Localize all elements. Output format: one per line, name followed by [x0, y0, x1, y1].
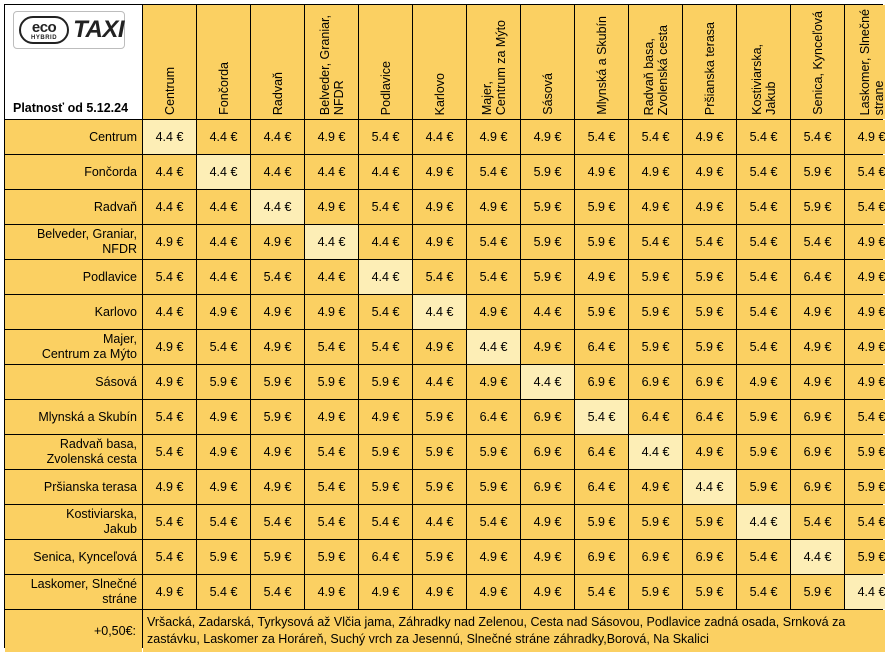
price-cell: 5.9 € [575, 295, 628, 329]
price-cell: 4.9 € [305, 190, 358, 224]
price-cell: 5.4 € [845, 190, 885, 224]
price-cell: 4.4 € [197, 190, 250, 224]
price-cell: 5.4 € [143, 540, 196, 574]
price-cell: 5.4 € [629, 120, 682, 154]
validity-date: Platnosť od 5.12.24 [13, 101, 128, 115]
column-header-label: Karlovo [433, 73, 447, 115]
price-cell: 4.9 € [413, 155, 466, 189]
price-cell: 5.4 € [737, 260, 790, 294]
price-cell: 4.9 € [143, 470, 196, 504]
price-cell: 5.9 € [629, 330, 682, 364]
row-header: Laskomer, Slnečné stráne [5, 575, 142, 609]
price-cell: 4.9 € [197, 470, 250, 504]
column-header [359, 5, 412, 119]
logo-eco-text: eco [32, 20, 56, 35]
price-cell: 4.4 € [251, 120, 304, 154]
price-cell: 5.9 € [629, 260, 682, 294]
price-cell: 5.4 € [197, 330, 250, 364]
price-cell: 5.4 € [737, 540, 790, 574]
price-cell: 5.9 € [467, 435, 520, 469]
price-cell: 4.9 € [737, 365, 790, 399]
price-table [4, 4, 883, 648]
eco-hybrid-badge [19, 16, 69, 44]
price-cell: 5.4 € [359, 190, 412, 224]
price-cell: 4.9 € [467, 540, 520, 574]
price-cell: 4.9 € [467, 295, 520, 329]
price-cell: 4.4 € [413, 365, 466, 399]
price-cell: 4.9 € [305, 400, 358, 434]
column-header [845, 5, 885, 119]
price-cell: 4.9 € [197, 295, 250, 329]
price-cell: 4.9 € [305, 295, 358, 329]
price-cell: 4.9 € [413, 330, 466, 364]
column-header-label: Majer, Centrum za Mýto [480, 20, 508, 115]
price-cell: 4.9 € [575, 260, 628, 294]
price-cell: 5.9 € [197, 540, 250, 574]
price-cell: 5.9 € [629, 505, 682, 539]
price-cell: 4.4 € [359, 225, 412, 259]
price-cell: 5.4 € [143, 400, 196, 434]
price-cell: 5.4 € [845, 505, 885, 539]
price-cell: 5.9 € [791, 190, 844, 224]
price-cell: 5.4 € [251, 260, 304, 294]
column-header [683, 5, 736, 119]
column-header-label: Radvaň [271, 72, 285, 115]
price-cell: 4.9 € [413, 575, 466, 609]
price-cell: 6.9 € [521, 435, 574, 469]
row-header: Pršianska terasa [5, 470, 142, 504]
price-cell: 5.4 € [467, 155, 520, 189]
price-cell: 4.9 € [251, 225, 304, 259]
price-cell: 4.9 € [791, 330, 844, 364]
column-header-label: Kostiviarska, Jakub [750, 44, 778, 115]
price-cell: 6.9 € [791, 400, 844, 434]
price-cell: 6.9 € [521, 400, 574, 434]
price-cell: 5.9 € [629, 295, 682, 329]
price-cell: 4.4 € [845, 575, 885, 609]
price-cell: 5.9 € [467, 470, 520, 504]
price-cell: 5.4 € [791, 505, 844, 539]
row-header: Kostiviarska, Jakub [5, 505, 142, 539]
price-cell: 4.4 € [143, 190, 196, 224]
price-cell: 4.9 € [845, 295, 885, 329]
column-header [575, 5, 628, 119]
price-cell: 4.9 € [197, 400, 250, 434]
price-cell: 5.9 € [683, 575, 736, 609]
price-cell: 5.4 € [305, 330, 358, 364]
price-cell: 4.9 € [791, 365, 844, 399]
price-cell: 5.9 € [413, 400, 466, 434]
price-cell: 4.9 € [683, 190, 736, 224]
price-cell: 6.9 € [791, 435, 844, 469]
price-cell: 4.9 € [467, 120, 520, 154]
price-cell: 4.9 € [683, 155, 736, 189]
price-cell: 5.4 € [845, 400, 885, 434]
price-cell: 6.9 € [629, 365, 682, 399]
price-cell: 5.4 € [737, 225, 790, 259]
row-header: Centrum [5, 120, 142, 154]
logo-hybrid-text: HYBRID [31, 35, 57, 41]
price-cell: 6.4 € [683, 400, 736, 434]
column-header-label: Centrum [163, 67, 177, 115]
column-header [251, 5, 304, 119]
price-cell: 5.9 € [413, 435, 466, 469]
price-cell: 5.4 € [467, 505, 520, 539]
price-cell: 4.4 € [251, 190, 304, 224]
price-cell: 5.4 € [737, 120, 790, 154]
column-header-label: Sásová [541, 73, 555, 115]
price-cell: 5.4 € [737, 330, 790, 364]
price-cell: 5.9 € [845, 435, 885, 469]
price-cell: 5.9 € [575, 225, 628, 259]
price-cell: 4.9 € [845, 225, 885, 259]
price-cell: 4.4 € [143, 120, 196, 154]
price-cell: 6.9 € [683, 540, 736, 574]
price-cell: 4.4 € [359, 155, 412, 189]
eco-taxi-logo [13, 11, 125, 49]
price-cell: 4.9 € [143, 575, 196, 609]
price-cell: 4.9 € [197, 435, 250, 469]
price-cell: 5.4 € [143, 435, 196, 469]
price-cell: 4.9 € [683, 120, 736, 154]
price-cell: 4.9 € [791, 295, 844, 329]
price-cell: 4.9 € [359, 575, 412, 609]
price-cell: 5.9 € [575, 190, 628, 224]
price-cell: 4.9 € [305, 120, 358, 154]
price-cell: 5.4 € [791, 120, 844, 154]
price-cell: 6.4 € [791, 260, 844, 294]
price-cell: 4.9 € [845, 330, 885, 364]
price-cell: 4.9 € [629, 190, 682, 224]
price-cell: 4.4 € [413, 120, 466, 154]
price-cell: 4.9 € [845, 365, 885, 399]
row-header: Majer, Centrum za Mýto [5, 330, 142, 364]
price-cell: 4.4 € [197, 120, 250, 154]
column-header [143, 5, 196, 119]
price-cell: 5.4 € [305, 470, 358, 504]
price-cell: 5.9 € [737, 435, 790, 469]
price-cell: 4.9 € [251, 330, 304, 364]
price-cell: 5.9 € [683, 295, 736, 329]
price-cell: 4.4 € [521, 295, 574, 329]
price-cell: 6.9 € [791, 470, 844, 504]
surcharge-label: +0,50€: [5, 610, 142, 652]
price-cell: 4.9 € [251, 295, 304, 329]
price-cell: 4.9 € [143, 330, 196, 364]
price-cell: 6.4 € [467, 400, 520, 434]
price-cell: 4.4 € [143, 155, 196, 189]
price-cell: 5.9 € [359, 365, 412, 399]
price-cell: 4.9 € [521, 505, 574, 539]
price-cell: 4.4 € [197, 225, 250, 259]
price-cell: 4.4 € [197, 155, 250, 189]
price-cell: 4.9 € [683, 435, 736, 469]
column-header [305, 5, 358, 119]
price-cell: 4.4 € [467, 330, 520, 364]
price-cell: 4.4 € [629, 435, 682, 469]
column-header-label: Pršianska terasa [703, 22, 717, 115]
price-cell: 4.9 € [143, 225, 196, 259]
column-header-label: Senica, Kynceľová [811, 11, 825, 115]
price-cell: 4.9 € [467, 365, 520, 399]
price-cell: 4.9 € [521, 330, 574, 364]
row-header: Karlovo [5, 295, 142, 329]
price-cell: 5.9 € [197, 365, 250, 399]
price-cell: 5.9 € [359, 435, 412, 469]
price-cell: 5.9 € [359, 470, 412, 504]
price-cell: 5.4 € [629, 225, 682, 259]
price-cell: 5.9 € [251, 540, 304, 574]
row-header: Senica, Kynceľová [5, 540, 142, 574]
price-cell: 4.4 € [413, 295, 466, 329]
column-header-label: Laskomer, Slnečné strane [858, 9, 885, 115]
column-header [521, 5, 574, 119]
price-cell: 4.4 € [305, 155, 358, 189]
price-cell: 4.4 € [251, 155, 304, 189]
price-cell: 5.9 € [413, 540, 466, 574]
price-cell: 5.4 € [143, 505, 196, 539]
column-header [791, 5, 844, 119]
price-cell: 5.9 € [737, 470, 790, 504]
price-cell: 4.9 € [845, 120, 885, 154]
price-cell: 4.9 € [413, 225, 466, 259]
price-cell: 5.4 € [413, 260, 466, 294]
column-header [197, 5, 250, 119]
price-cell: 6.4 € [575, 330, 628, 364]
price-cell: 4.9 € [467, 190, 520, 224]
price-cell: 4.9 € [143, 365, 196, 399]
price-cell: 4.9 € [251, 435, 304, 469]
price-cell: 5.9 € [251, 400, 304, 434]
price-cell: 5.9 € [305, 540, 358, 574]
price-cell: 4.9 € [575, 155, 628, 189]
price-cell: 4.9 € [629, 470, 682, 504]
price-cell: 4.9 € [521, 120, 574, 154]
price-cell: 5.4 € [737, 575, 790, 609]
price-cell: 5.9 € [521, 225, 574, 259]
price-cell: 5.9 € [575, 505, 628, 539]
price-cell: 4.9 € [521, 575, 574, 609]
price-cell: 4.9 € [845, 260, 885, 294]
price-cell: 5.4 € [251, 505, 304, 539]
row-header: Podlavice [5, 260, 142, 294]
price-cell: 5.4 € [197, 505, 250, 539]
row-header: Sásová [5, 365, 142, 399]
column-header-label: Radvaň basa, Zvolenská cesta [642, 25, 670, 115]
column-header-label: Mlynská a Skubín [595, 16, 609, 115]
price-cell: 4.4 € [305, 225, 358, 259]
price-cell: 5.9 € [521, 155, 574, 189]
price-cell: 5.4 € [359, 330, 412, 364]
price-cell: 5.4 € [737, 155, 790, 189]
row-header: Radvaň [5, 190, 142, 224]
price-cell: 6.9 € [575, 365, 628, 399]
price-cell: 5.9 € [521, 190, 574, 224]
price-cell: 4.9 € [359, 400, 412, 434]
column-header [629, 5, 682, 119]
price-cell: 4.4 € [791, 540, 844, 574]
price-cell: 5.9 € [251, 365, 304, 399]
price-cell: 5.9 € [737, 400, 790, 434]
price-cell: 6.9 € [629, 540, 682, 574]
price-cell: 5.4 € [683, 225, 736, 259]
price-cell: 6.9 € [683, 365, 736, 399]
price-cell: 4.9 € [305, 575, 358, 609]
price-cell: 5.9 € [629, 575, 682, 609]
price-cell: 4.4 € [413, 505, 466, 539]
price-cell: 6.4 € [359, 540, 412, 574]
price-cell: 5.9 € [683, 260, 736, 294]
column-header [467, 5, 520, 119]
price-cell: 5.9 € [791, 155, 844, 189]
price-cell: 4.4 € [143, 295, 196, 329]
column-header-label: Belveder, Graniar, NFDR [318, 15, 346, 115]
table-corner [5, 5, 142, 119]
price-cell: 5.4 € [575, 400, 628, 434]
price-cell: 5.4 € [197, 575, 250, 609]
price-cell: 5.4 € [737, 295, 790, 329]
price-cell: 5.4 € [359, 295, 412, 329]
row-header: Radvaň basa, Zvolenská cesta [5, 435, 142, 469]
price-cell: 6.9 € [521, 470, 574, 504]
price-cell: 4.9 € [413, 190, 466, 224]
price-cell: 4.9 € [251, 470, 304, 504]
price-cell: 4.9 € [629, 155, 682, 189]
price-cell: 6.4 € [575, 435, 628, 469]
price-cell: 5.4 € [467, 225, 520, 259]
row-header: Fončorda [5, 155, 142, 189]
price-cell: 6.4 € [629, 400, 682, 434]
price-cell: 4.4 € [737, 505, 790, 539]
price-cell: 4.4 € [197, 260, 250, 294]
price-cell: 5.4 € [791, 225, 844, 259]
price-cell: 5.9 € [791, 575, 844, 609]
price-cell: 4.4 € [521, 365, 574, 399]
column-header-label: Fončorda [217, 62, 231, 115]
price-cell: 4.9 € [467, 575, 520, 609]
logo-taxi-text: TAXI [73, 16, 124, 44]
column-header [413, 5, 466, 119]
price-cell: 5.9 € [305, 365, 358, 399]
price-cell: 5.9 € [845, 470, 885, 504]
price-cell: 5.4 € [575, 575, 628, 609]
price-cell: 5.4 € [305, 435, 358, 469]
price-cell: 5.4 € [737, 190, 790, 224]
price-cell: 5.9 € [413, 470, 466, 504]
price-cell: 6.9 € [575, 540, 628, 574]
price-cell: 4.4 € [359, 260, 412, 294]
price-cell: 5.4 € [467, 260, 520, 294]
price-cell: 5.9 € [683, 505, 736, 539]
price-cell: 4.4 € [683, 470, 736, 504]
surcharge-locations: Vršacká, Zadarská, Tyrkysová až Vlčia jama, Záhradky nad Zelenou, Cesta nad Sásovou, Podlavice zadná osada, Srnková za zastávku, Laskomer za Horáreň, Suchý vrch za Jesennú, Slnečné stráne záhradky,Borová, Na Skalici [143, 610, 885, 652]
price-cell: 5.4 € [305, 505, 358, 539]
row-header: Belveder, Graniar, NFDR [5, 225, 142, 259]
row-header: Mlynská a Skubín [5, 400, 142, 434]
price-cell: 5.4 € [845, 155, 885, 189]
price-cell: 4.9 € [521, 540, 574, 574]
price-cell: 5.9 € [845, 540, 885, 574]
price-cell: 5.4 € [359, 120, 412, 154]
column-header-label: Podlavice [379, 61, 393, 115]
column-header [737, 5, 790, 119]
price-cell: 5.9 € [683, 330, 736, 364]
price-cell: 4.4 € [305, 260, 358, 294]
price-cell: 6.4 € [575, 470, 628, 504]
price-cell: 5.9 € [521, 260, 574, 294]
price-cell: 5.4 € [575, 120, 628, 154]
price-cell: 5.4 € [143, 260, 196, 294]
price-cell: 5.4 € [251, 575, 304, 609]
price-cell: 5.4 € [359, 505, 412, 539]
